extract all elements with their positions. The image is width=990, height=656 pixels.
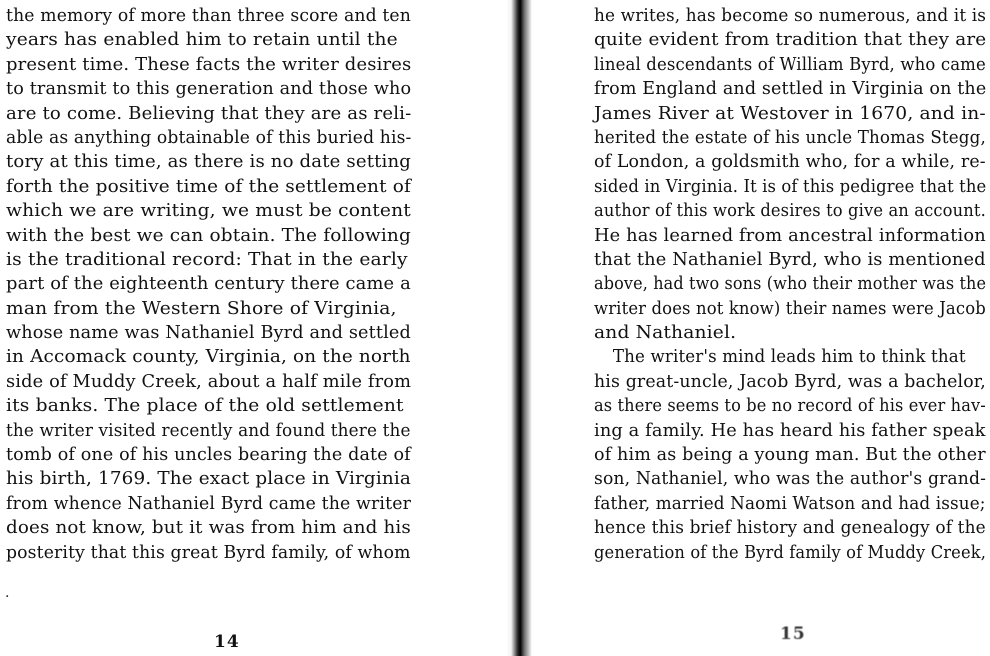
text-line: lineal descendants of William Byrd, who came xyxy=(594,54,986,75)
text-line: writer does not know) their names were Jacob xyxy=(594,298,986,319)
page-number: 15 xyxy=(780,624,806,644)
text-line: which we are writing, we must be content xyxy=(6,201,411,222)
text-line: of London, a goldsmith who, for a while, re- xyxy=(594,152,986,173)
text-line: above, had two sons (who their mother was the xyxy=(594,274,987,295)
text-line: able as anything obtainable of this buried his- xyxy=(6,127,412,148)
text-line: his birth, 1769. The exact place in Virginia xyxy=(6,469,411,490)
text-line: whose name was Nathaniel Byrd and settled xyxy=(6,323,411,344)
text-line: the writer visited recently and found there the xyxy=(6,420,411,441)
text-line: from whence Nathaniel Byrd came the writer xyxy=(6,493,412,514)
text-line: is the traditional record: That in the early xyxy=(6,249,408,270)
text-line: are to come. Believing that they are as reli- xyxy=(6,103,412,124)
text-line: of him as being a young man. But the other xyxy=(594,445,986,466)
text-line: posterity that this great Byrd family, of whom xyxy=(6,542,411,563)
text-line: hence this brief history and genealogy of the xyxy=(594,518,986,539)
text-line: sided in Virginia. It is of this pedigree that the xyxy=(594,176,987,197)
text-line: with the best we can obtain. The following xyxy=(6,225,411,246)
text-line: the memory of more than three score and ten xyxy=(6,6,412,26)
text-line: in Accomack county, Virginia, on the north xyxy=(6,347,411,368)
text-line: side of Muddy Creek, about a half mile from xyxy=(6,371,412,392)
text-line: tomb of one of his uncles bearing the date of xyxy=(6,445,411,466)
text-line: He has learned from ancestral information xyxy=(594,225,986,246)
text-line: man from the Western Shore of Virginia, xyxy=(6,298,397,319)
text-line: generation of the Byrd family of Muddy Creek, xyxy=(594,542,987,563)
text-line: does not know, but it was from him and his xyxy=(6,518,411,539)
margin-mark: . xyxy=(5,585,10,601)
text-line: and Nathaniel. xyxy=(594,323,737,344)
book-gutter xyxy=(506,0,532,656)
text-line: his great-uncle, Jacob Byrd, was a bachelor, xyxy=(594,371,986,392)
text-line: present time. These facts the writer desires xyxy=(6,54,412,75)
text-line: tory at this time, as there is no date setting xyxy=(6,152,412,173)
text-line: ing a family. He has heard his father speak xyxy=(594,420,986,441)
text-line: part of the eighteenth century there came a xyxy=(6,274,411,295)
text-line: quite evident from tradition that they are xyxy=(594,30,987,51)
text-line: forth the positive time of the settlement of xyxy=(6,176,411,197)
text-line: that the Nathaniel Byrd, who is mentioned xyxy=(594,249,986,270)
text-line: son, Nathaniel, who was the author's grand- xyxy=(594,469,987,490)
text-line: to transmit to this generation and those who xyxy=(6,79,412,100)
text-line: from England and settled in Virginia on the xyxy=(594,79,987,100)
text-line: herited the estate of his uncle Thomas Stegg, xyxy=(594,127,986,148)
text-line: he writes, has become so numerous, and it is xyxy=(594,6,987,26)
right-page xyxy=(532,0,990,656)
text-line: author of this work desires to give an account. xyxy=(594,201,986,222)
text-line: The writer's mind leads him to think that xyxy=(612,347,966,368)
page-number: 14 xyxy=(214,632,240,652)
text-line: James River at Westover in 1670, and in- xyxy=(594,103,986,124)
text-line: its banks. The place of the old settlement xyxy=(6,396,404,417)
text-line: father, married Naomi Watson and had issue; xyxy=(594,493,986,514)
text-line: as there seems to be no record of his ever hav- xyxy=(594,396,986,417)
text-line: years has enabled him to retain until the xyxy=(6,30,398,51)
